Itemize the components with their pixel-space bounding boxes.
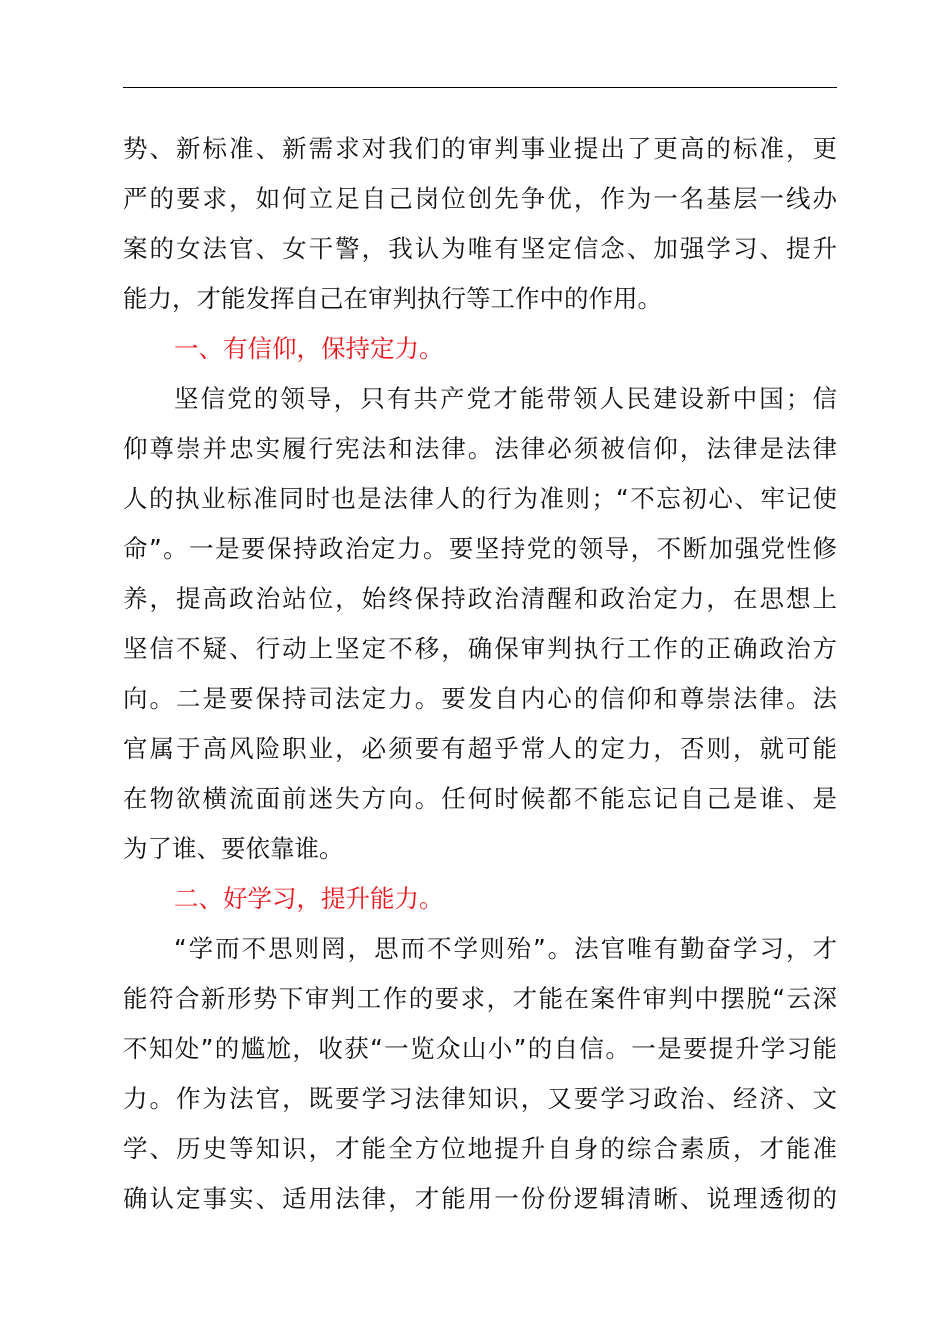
paragraph-line: “学而不思则罔，思而不学则殆”。法官唯有勤奋学习，才 <box>174 934 837 963</box>
paragraph-line: 确认定事实、适用法律，才能用一份份逻辑清晰、说理透彻的 <box>123 1184 837 1213</box>
section-heading: 一、有信仰，保持定力。 <box>174 334 444 363</box>
paragraph-line: 养，提高政治站位，始终保持政治清醒和政治定力，在思想上 <box>123 584 837 613</box>
paragraph-line: 为了谁、要依靠谁。 <box>123 834 344 863</box>
paragraph-line: 仰尊崇并忠实履行宪法和法律。法律必须被信仰，法律是法律 <box>123 434 837 463</box>
paragraph-line: 向。二是要保持司法定力。要发自内心的信仰和尊崇法律。法 <box>123 684 837 713</box>
paragraph-line: 势、新标准、新需求对我们的审判事业提出了更高的标准，更 <box>123 134 837 163</box>
paragraph-line: 在物欲横流面前迷失方向。任何时候都不能忘记自己是谁、是 <box>123 784 837 813</box>
section-heading: 二、好学习，提升能力。 <box>174 884 444 913</box>
paragraph-line: 坚信不疑、行动上坚定不移，确保审判执行工作的正确政治方 <box>123 634 837 663</box>
paragraph-line: 能力，才能发挥自己在审判执行等工作中的作用。 <box>123 284 662 313</box>
paragraph-line: 人的执业标准同时也是法律人的行为准则；“不忘初心、牢记使 <box>123 484 837 513</box>
paragraph-line: 坚信党的领导，只有共产党才能带领人民建设新中国；信 <box>174 384 837 413</box>
document-body <box>123 124 837 1224</box>
paragraph-line: 不知处”的尴尬，收获“一览众山小”的自信。一是要提升学习能 <box>123 1034 837 1063</box>
paragraph-line: 严的要求，如何立足自己岗位创先争优，作为一名基层一线办 <box>123 184 837 213</box>
paragraph-line: 官属于高风险职业，必须要有超乎常人的定力，否则，就可能 <box>123 734 837 763</box>
paragraph-line: 学、历史等知识，才能全方位地提升自身的综合素质，才能准 <box>123 1134 837 1163</box>
paragraph-line: 命”。一是要保持政治定力。要坚持党的领导，不断加强党性修 <box>123 534 837 563</box>
header-rule <box>123 87 837 88</box>
paragraph-line: 力。作为法官，既要学习法律知识，又要学习政治、经济、文 <box>123 1084 837 1113</box>
paragraph-line: 案的女法官、女干警，我认为唯有坚定信念、加强学习、提升 <box>123 234 837 263</box>
paragraph-line: 能符合新形势下审判工作的要求，才能在案件审判中摆脱“云深 <box>123 984 837 1013</box>
